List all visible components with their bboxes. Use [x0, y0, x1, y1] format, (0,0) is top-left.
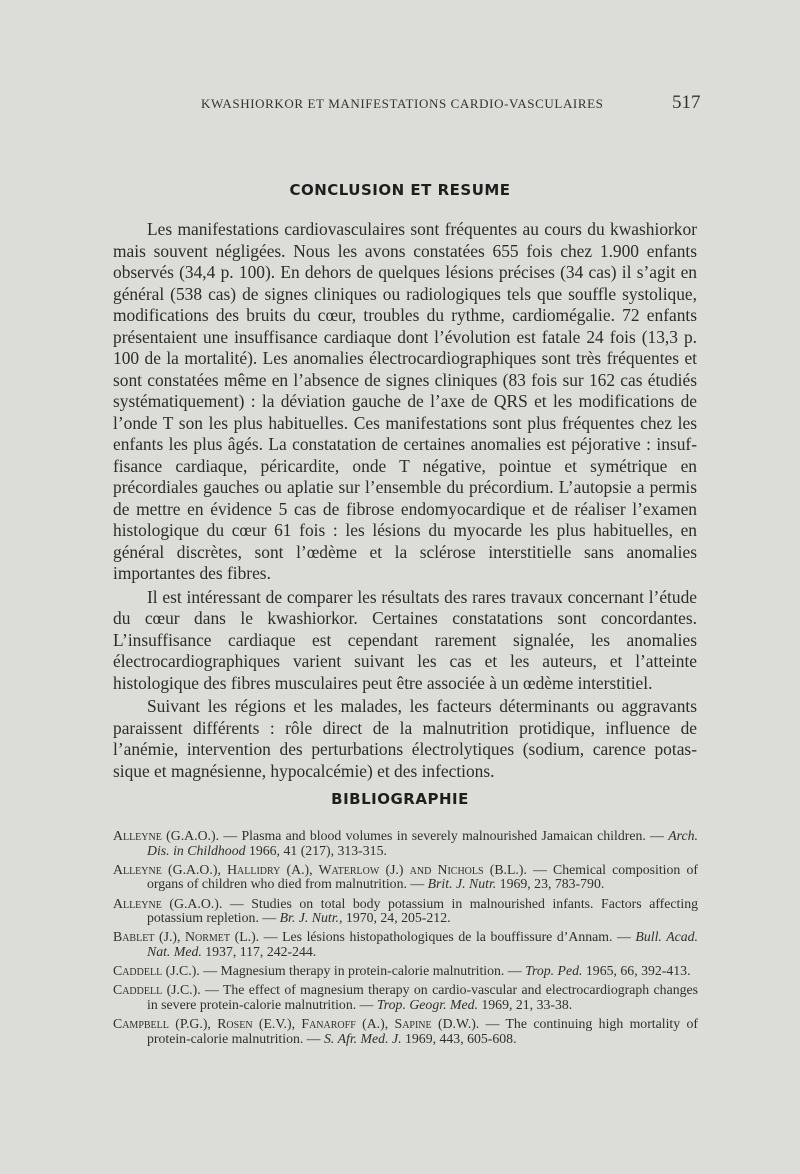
conclusion-body: [113, 219, 697, 784]
reference-journal: Arch. Dis. in Childhood: [147, 828, 699, 858]
reference-authors: Alleyne (G.A.O.).: [113, 828, 220, 843]
reference-details: 1969, 21, 33-38.: [477, 996, 573, 1012]
reference-journal: Bull. Acad. Nat. Med.: [147, 929, 698, 959]
bibliography-list: [113, 829, 698, 1051]
reference-details: 1966, 41 (217), 313-315.: [245, 842, 387, 858]
reference-journal: S. Afr. Med. J.: [324, 1030, 402, 1046]
reference-entry: [113, 1017, 698, 1046]
reference-journal: Trop. Ped.: [525, 963, 583, 979]
conclusion-heading: CONCLUSION ET RESUME: [289, 181, 511, 199]
conclusion-paragraph-1: Les manifestations cardiovasculaires sont fréquentes au cours du kwashiorkor mais souvent négligées. Nous les avons constatées 655 fois chez 1.900 enfants observés (34,4 p. 100). En dehors de quelques lésions précises (34 cas) il s’agit en général (538 cas) de signes cliniques ou radiologiques tels que souffle systolique, modifications des bruits du cœur, troubles du rythme, cardiomégalie. 72 enfants présentaient une insuffisance cardiaque dont l’évolution est fatale 24 fois (13,3 p. 100 de la mortalité). Les anomalies électrocardiographiques sont très fréquentes et sont constatées même en l’absence de signes cliniques (83 fois sur 162 cas étudiés systématiquement) : la déviation gauche de l’axe de QRS et les modifications de l’onde T son les plus habituelles. Ces manifestations sont plus fréquentes chez les enfants les plus âgés. La constatation de certaines anomalies est péjorative : insuffisance cardiaque, péricardite, onde T négative, pointue et symétrique en précordiales gauches ou aplatie sur l’ensemble du précordium. L’autopsie a permis de mettre en évidence 5 cas de fibrose endomyocardique et de réaliser l’examen histologique du cœur 61 fois : les lésions du myocarde les plus habituelles, en général discrètes, sont l’œdème et la sclérose interstitielle sans anomalies importantes des fibres.: [113, 219, 697, 583]
conclusion-paragraph-3: Suivant les régions et les malades, les facteurs déterminants ou aggravants paraissent différents : rôle direct de la malnutrition protidique, influence de l’anémie, intervention des perturbations électrolytiques (sodium, carence potassique et magnésienne, hypocalcémie) et des infections.: [113, 696, 697, 781]
reference-entry: [113, 983, 698, 1012]
reference-title: — Studies on total body potassium in malnourished infants. Factors affecting potassium repletion. —: [147, 895, 698, 926]
reference-authors: Caddell (J.C.).: [113, 963, 200, 979]
conclusion-paragraph-2: Il est intéressant de comparer les résultats des rares travaux concernant l’étude du cœur dans le kwashiorkor. Certaines constatations sont concordantes. L’insuffisance cardiaque est cependant rarement signalée, les anomalies électrocardiographiques varient suivant les cas et les auteurs, et l’atteinte histologique des fibres musculaires peut être associée à un œdème interstitiel.: [113, 586, 697, 693]
reference-journal: Brit. J. Nutr.: [427, 876, 497, 892]
reference-authors: Bablet (J.), Normet (L.).: [113, 929, 260, 945]
reference-entry: [113, 863, 698, 892]
reference-title: — The effect of magnesium therapy on cardio-vascular and electrocardiograph changes in severe protein-calorie malnutrition. —: [147, 982, 698, 1012]
reference-details: 1969, 23, 783-790.: [496, 876, 605, 892]
reference-title: — Chemical composition of organs of children who died from malnutrition. —: [147, 861, 698, 892]
running-title: KWASHIORKOR ET MANIFESTATIONS CARDIO-VASCULAIRES: [201, 96, 604, 111]
reference-entry: [113, 829, 698, 858]
reference-details: 1970, 24, 205-212.: [342, 910, 451, 926]
reference-authors: Caddell (J.C.).: [113, 982, 201, 998]
reference-entry: [113, 897, 698, 926]
reference-authors: Alleyne (G.A.O.).: [113, 895, 223, 911]
reference-authors: Campbell (P.G.), Rosen (E.V.), Fanaroff (A.), Sapine (D.W.).: [113, 1016, 480, 1032]
reference-details: 1937, 117, 242-244.: [201, 943, 317, 959]
reference-title: — Les lésions histopathologiques de la bouffissure d’Annam. —: [259, 929, 636, 945]
bibliography-heading: BIBLIOGRAPHIE: [331, 790, 469, 808]
reference-title: — Plasma and blood volumes in severely malnourished Jamaican children. —: [219, 828, 669, 843]
reference-details: 1969, 443, 605-608.: [401, 1030, 517, 1046]
reference-entry: [113, 930, 698, 959]
reference-entry: [113, 964, 698, 979]
reference-journal: Trop. Geogr. Med.: [376, 996, 478, 1012]
reference-title: — Magnesium therapy in protein-calorie malnutrition. —: [199, 963, 526, 979]
reference-journal: Br. J. Nutr.,: [279, 910, 343, 926]
reference-authors: Alleyne (G.A.O.), Hallidry (A.), Waterlow (J.) and Nichols (B.L.).: [113, 861, 527, 877]
reference-details: 1965, 66, 392-413.: [582, 963, 691, 979]
reference-title: — The continuing high mortality of protein-calorie malnutrition. —: [147, 1016, 698, 1046]
page-number: 517: [672, 92, 701, 113]
